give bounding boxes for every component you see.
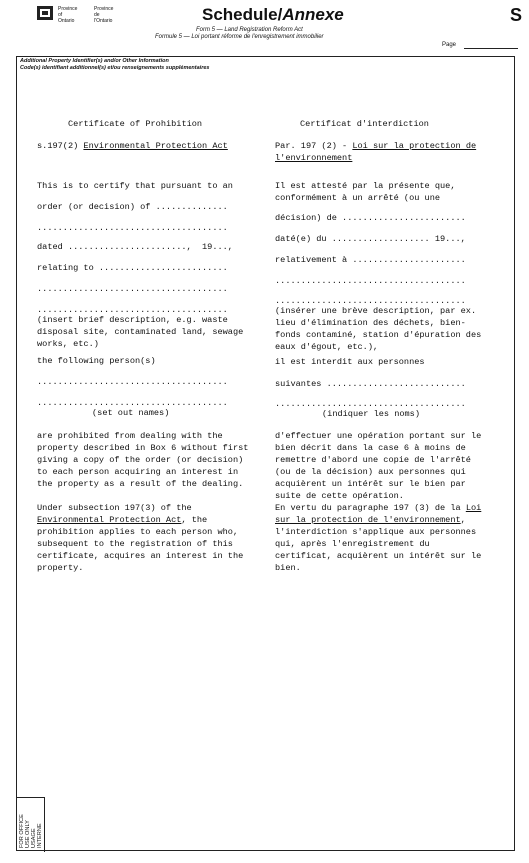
english-line-1: This is to certify that pursuant to an	[37, 181, 233, 191]
english-order-field-2[interactable]: .....................................	[37, 223, 228, 233]
english-relating-field-2[interactable]: .....................................	[37, 284, 228, 294]
english-under-prefix: Under subsection 197(3) of the	[37, 503, 192, 513]
english-prohibited-text: are prohibited from dealing with the property described in Box 6 without first giving a copy of the order (or decision) to each person acquiring an interest in the property as a result of the dealing.	[37, 431, 249, 489]
page-number-field[interactable]	[464, 48, 518, 49]
french-prohibited-text: d'effectuer une opération portant sur le bien décrit dans la case 6 à moins de remettre d'abord une copie de l'arrêté (ou de la décision) aux personnes qui acquièrent un intérêt sur le bien par suite de cette opération.	[275, 431, 482, 501]
french-relating-field[interactable]: relativement à ......................	[275, 255, 466, 265]
french-date-field[interactable]: daté(e) du ................... 19...,	[275, 234, 466, 244]
form-name-fr: Formule 5 — Loi portant réforme de l'enregistrement immobilier	[155, 34, 324, 40]
english-relating-field[interactable]: relating to .........................	[37, 263, 228, 273]
french-relating-field-2[interactable]: .....................................	[275, 276, 466, 286]
french-under-prefix: En vertu du paragraphe 197 (3) de la	[275, 503, 466, 513]
form-corner-letter: S	[510, 5, 523, 25]
ontario-crest-logo	[36, 4, 114, 42]
page-title	[202, 5, 344, 25]
english-act-name: Environmental Protection Act	[83, 141, 228, 151]
english-insert-note: (insert brief description, e.g. waste disposal site, contaminated land, sewage works, etc.)	[37, 315, 244, 349]
french-heading: Certificat d'interdiction	[300, 119, 429, 129]
french-decision-field[interactable]: décision) de ........................	[275, 213, 466, 223]
english-under-act: Environmental Protection Act	[37, 515, 182, 525]
english-set-out-names: (set out names)	[92, 408, 170, 418]
english-heading: Certificate of Prohibition	[68, 119, 203, 129]
english-subsection-text	[37, 502, 252, 574]
office-use-line-1: FOR OFFICE	[19, 814, 25, 848]
crest-icon	[36, 4, 54, 22]
french-persons-field-2[interactable]: .....................................	[275, 399, 466, 409]
french-insert-note: (insérer une brève description, par ex. lieu d'élimination des déchets, bien-fonds contaminé, station d'épuration des eaux d'égout, etc.),	[275, 306, 482, 352]
office-use-line-3: USAGE	[31, 828, 37, 848]
french-indicate-names: (indiquer les noms)	[322, 409, 420, 419]
english-dated-field[interactable]: dated ......................., 19...,	[37, 242, 233, 252]
office-use-box	[16, 797, 45, 852]
additional-info-label-fr: Code(s) identifiant additionnel(s) et/ou renseignements supplémentaires	[20, 65, 210, 71]
french-persons-field[interactable]: suivantes ...........................	[275, 379, 466, 389]
form-name-en: Form 5 — Land Registration Reform Act	[196, 27, 303, 33]
office-use-line-2: USE ONLY	[25, 820, 31, 848]
french-under-act: Loi sur la protection de l'environnement	[275, 503, 482, 525]
english-section: s.197(2)	[37, 141, 84, 151]
crest-en-text: Province of Ontario	[58, 6, 78, 24]
english-persons-label: the following person(s)	[37, 356, 156, 366]
french-line-1: Il est attesté par la présente que,	[275, 181, 456, 191]
english-relating-field-3[interactable]: .....................................	[37, 305, 228, 315]
title-italic: Annexe	[282, 5, 344, 24]
french-act-name: Loi sur la protection de l'environnement	[275, 141, 477, 163]
french-act-reference	[275, 140, 487, 164]
crest-fr-text: Province de l'Ontario	[94, 6, 114, 24]
english-under-rest: , the prohibition applies to each person who, subsequent to the registration of this certificate, acquires an interest in the property.	[37, 515, 244, 573]
french-line-2: conformément à un arrêté (ou une	[275, 193, 441, 203]
french-subsection-text	[275, 502, 487, 574]
french-persons-label: il est interdit aux personnes	[275, 357, 425, 367]
additional-info-label-en: Additional Property Identifier(s) and/or Other Information	[20, 58, 169, 64]
english-persons-field-2[interactable]: .....................................	[37, 398, 228, 408]
title-main: Schedule/	[202, 5, 283, 24]
office-use-label	[19, 814, 43, 848]
french-relating-field-3[interactable]: .....................................	[275, 296, 466, 306]
french-under-rest: , l'interdiction s'applique aux personnes qui, après l'enregistrement du certificat, acquièrent un intérêt sur le bien.	[275, 515, 482, 573]
office-use-line-4: INTERNE	[37, 823, 43, 848]
page-number-label: Page	[442, 42, 457, 48]
english-order-field[interactable]: order (or decision) of ..............	[37, 202, 228, 212]
english-persons-field[interactable]: .....................................	[37, 377, 228, 387]
french-section: Par. 197 (2) -	[275, 141, 353, 151]
english-act-reference	[37, 140, 228, 152]
